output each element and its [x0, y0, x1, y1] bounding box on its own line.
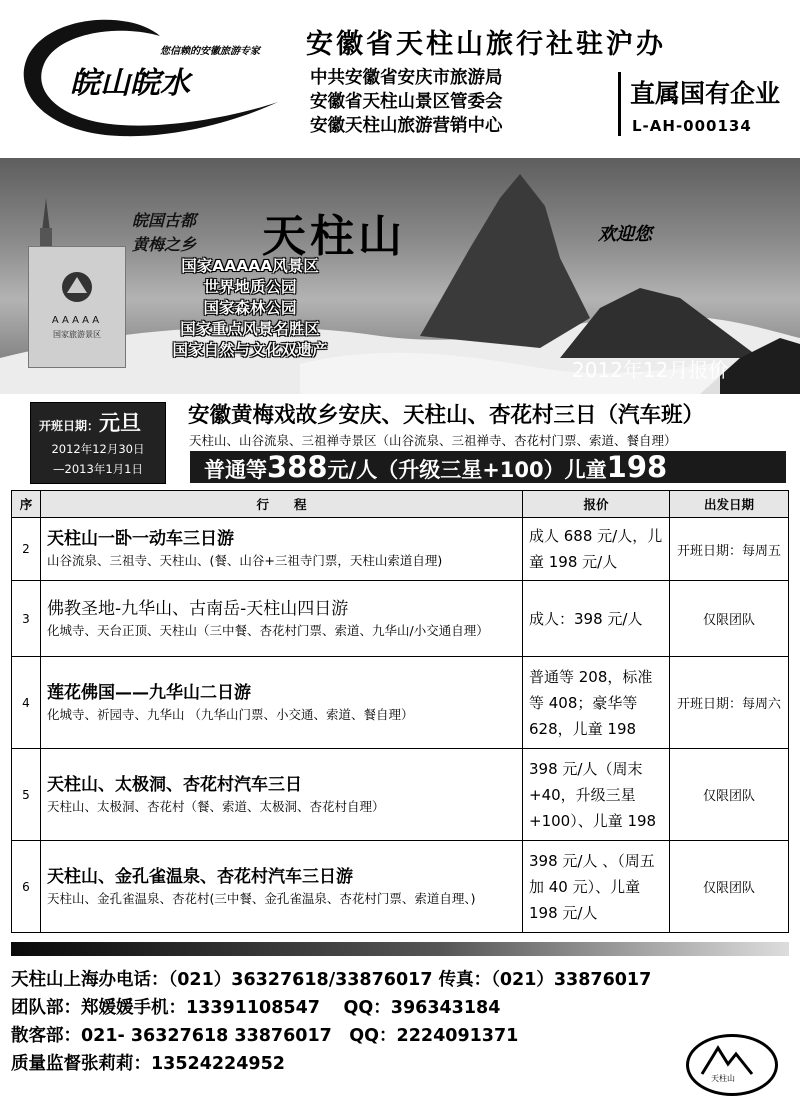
plaque-grade: AAAAA: [51, 315, 103, 326]
route-title: 天柱山、太极洞、杏花村汽车三日: [47, 774, 302, 795]
contact-group-dept: 团队部：郑媛媛手机：13391108547 QQ：396343184: [11, 998, 501, 1018]
badge-value: 元旦: [99, 411, 142, 435]
table-row: [12, 749, 789, 841]
table-row: [12, 518, 789, 581]
logo-text: 皖山皖水: [70, 66, 190, 101]
tagline-2: 黄梅之乡: [132, 235, 197, 254]
row-route: [41, 749, 523, 841]
route-title: 佛教圣地-九华山、古南岳-天柱山四日游: [47, 598, 349, 619]
row-no: 4: [12, 657, 41, 749]
org-line: 安徽天柱山旅游营销中心: [310, 116, 503, 136]
col-header-date: 出发日期: [670, 491, 789, 518]
route-title: 天柱山一卧一动车三日游: [47, 529, 234, 549]
row-date: 仅限团队: [670, 749, 789, 841]
route-detail: 化城寺、祈园寺、九华山 （九华山门票、小交通、索道、餐自理）: [47, 706, 414, 722]
route-detail: 山谷流泉、三祖寺、天柱山、(餐、山谷+三祖寺门票，天柱山索道自理): [47, 553, 443, 568]
row-date: 开班日期：每周五: [670, 518, 789, 581]
contact-phone-line: 天柱山上海办电话：（021）36327618/33876017 传真：（021）33876017: [11, 970, 652, 990]
badge-date-start: 2012年12月30日: [51, 442, 145, 456]
org-line: 安徽省天柱山景区管委会: [310, 92, 503, 112]
aaaaa-plaque: [28, 246, 126, 368]
table-header-row: [12, 491, 789, 518]
honor-item: 国家自然与文化双遗产: [172, 341, 328, 359]
row-price: 398 元/人（周末+40，升级三星+100）、儿童 198: [523, 749, 670, 841]
route-title: 天柱山、金孔雀温泉、杏花村汽车三日游: [47, 866, 353, 887]
honor-item: 国家森林公园: [203, 299, 297, 317]
mountain-name: 天柱山: [262, 211, 406, 262]
col-header-route: 行 程: [41, 491, 523, 518]
row-no: 3: [12, 581, 41, 657]
seal-text: 天柱山: [711, 1074, 735, 1083]
route-title: 莲花佛国——九华山二日游: [47, 682, 251, 703]
row-route: [41, 518, 523, 581]
contact-quality-supervisor: 质量监督张莉莉：13524224952: [11, 1054, 285, 1074]
row-no: 2: [12, 518, 41, 581]
route-detail: 化城寺、天台正顶、天柱山（三中餐、杏花村门票、索道、九华山/小交通自理）: [47, 622, 489, 638]
license-number: L-AH-000134: [632, 117, 752, 135]
tagline-1: 皖国古都: [132, 211, 197, 230]
honor-item: 国家AAAAA风景区: [181, 257, 319, 275]
badge-date-end: —2013年1月1日: [53, 462, 143, 476]
table-row: [12, 841, 789, 933]
divider: [618, 72, 621, 136]
org-line: 中共安徽省安庆市旅游局: [310, 68, 503, 88]
col-header-no: 序: [12, 491, 41, 518]
start-date-badge: [30, 402, 166, 484]
badge-heading: [39, 407, 141, 437]
price-prefix: 普通等: [204, 458, 267, 482]
contact-info: [11, 966, 651, 1078]
row-route: [41, 581, 523, 657]
row-price: 普通等 208，标准等 408；豪华等 628，儿童 198: [523, 657, 670, 749]
col-header-price: 报价: [523, 491, 670, 518]
routes-table: [11, 490, 789, 933]
welcome-text: 欢迎您: [598, 224, 652, 245]
featured-price-bar: [190, 451, 786, 483]
row-date: 仅限团队: [670, 841, 789, 933]
badge-label: 开班日期：: [39, 419, 100, 433]
page-title: 安徽省天柱山旅行社驻沪办: [306, 29, 666, 60]
price-date: 2012年12月报价: [572, 358, 729, 382]
child-price: 198: [606, 450, 668, 484]
footer-divider: [11, 942, 789, 956]
plaque-label: 国家旅游景区: [53, 330, 101, 339]
table-row: [12, 581, 789, 657]
price-value: 388: [267, 450, 328, 484]
company-seal: [686, 1034, 778, 1096]
header: [0, 0, 800, 150]
state-owned-label: 直属国有企业: [630, 79, 781, 108]
row-route: [41, 841, 523, 933]
row-price: 成人：398 元/人: [523, 581, 670, 657]
featured-title: 安徽黄梅戏故乡安庆、天柱山、杏花村三日（汽车班）: [188, 403, 705, 428]
price-mid: 元/人（升级三星+100）儿童: [327, 458, 607, 482]
slogan: 您信赖的安徽旅游专家: [160, 46, 260, 57]
row-price: 398 元/人 、（周五加 40 元）、儿童 198 元/人: [523, 841, 670, 933]
route-detail: 天柱山、太极洞、杏花村（餐、索道、太极洞、杏花村自理）: [47, 798, 385, 814]
row-route: [41, 657, 523, 749]
hero-banner: [0, 158, 800, 394]
honor-item: 国家重点风景名胜区: [180, 320, 320, 338]
featured-tour: [0, 396, 800, 488]
row-no: 6: [12, 841, 41, 933]
honor-item: 世界地质公园: [203, 278, 297, 296]
contact-individual-dept: 散客部：021- 36327618 33876017 QQ：2224091371: [11, 1026, 519, 1046]
route-detail: 天柱山、金孔雀温泉、杏花村(三中餐、金孔雀温泉、杏花村门票、索道自理、): [47, 890, 476, 906]
featured-price: [204, 451, 667, 486]
row-date: 开班日期：每周六: [670, 657, 789, 749]
emblem-icon: [57, 269, 97, 305]
row-no: 5: [12, 749, 41, 841]
row-price: 成人 688 元/人，儿童 198 元/人: [523, 518, 670, 581]
org-list: [310, 66, 503, 138]
honors-list: [130, 256, 370, 361]
table-row: [12, 657, 789, 749]
row-date: 仅限团队: [670, 581, 789, 657]
featured-subtitle: 天柱山、山谷流泉、三祖禅寺景区（山谷流泉、三祖禅寺、杏花村门票、索道、餐自理）: [189, 433, 677, 448]
